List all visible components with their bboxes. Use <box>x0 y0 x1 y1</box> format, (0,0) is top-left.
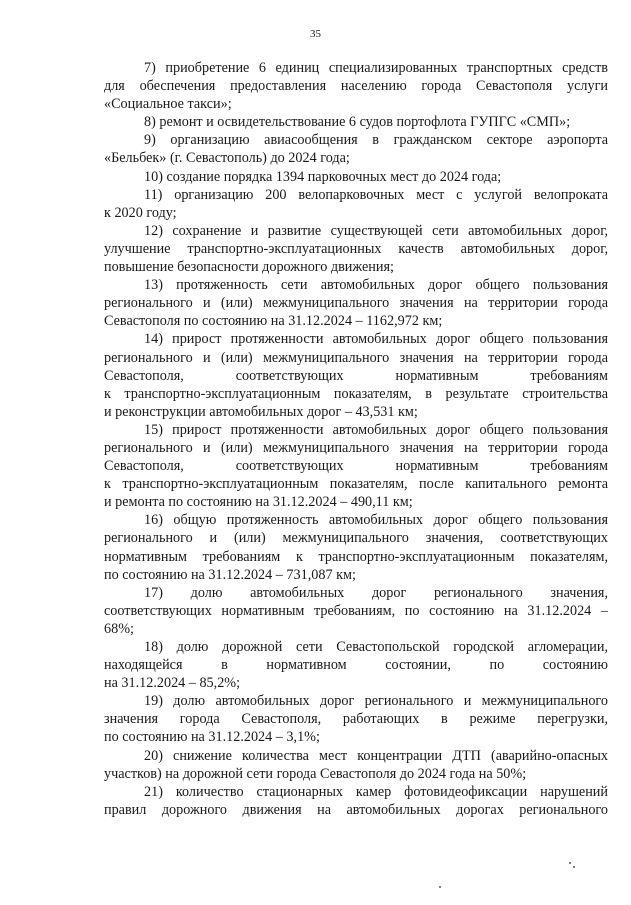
text-line: 11) организацию 200 велопарковочных мест с услугой велопроката <box>144 186 608 203</box>
list-item <box>104 747 608 783</box>
list-item <box>104 330 608 420</box>
text-line: 9) организацию авиасообщения в гражданском секторе аэропорта <box>144 132 608 149</box>
text-line: по состоянию на 31.12.2024 – 731,087 км; <box>104 566 356 583</box>
text-line: регионального и (или) межмуниципального значения на территории города <box>104 295 608 312</box>
text-line: 19) долю автомобильных дорог регионального и межмуниципального <box>144 693 608 710</box>
text-line: правил дорожного движения на автомобильных дорогах регионального <box>104 801 608 818</box>
text-line: 8) ремонт и освидетельствование 6 судов портофлота ГУПГС «СМП»; <box>144 114 571 131</box>
text-line: «Социальное такси»; <box>104 96 232 113</box>
text-line: 13) протяженность сети автомобильных дорог общего пользования <box>144 277 608 294</box>
text-line: по состоянию на 31.12.2024 – 3,1%; <box>104 729 320 746</box>
text-line: соответствующих нормативным требованиям, по состоянию на 31.12.2024 – <box>104 602 608 619</box>
page-number: 35 <box>310 28 321 40</box>
text-line: и реконструкции автомобильных дорог – 43,531 км; <box>104 403 418 420</box>
scan-speck <box>573 866 575 868</box>
text-line: регионального и (или) межмуниципального значения на территории города <box>104 349 608 366</box>
text-line: для обеспечения предоставления населению города Севастополя услуги <box>104 78 608 95</box>
text-line: к транспортно-эксплуатационным показателям, после капитального ремонта <box>104 476 608 493</box>
list-item <box>104 113 608 131</box>
text-line: нормативным требованиям к транспортно-эксплуатационным показателям, <box>104 548 608 565</box>
text-line: 12) сохранение и развитие существующей сети автомобильных дорог, <box>144 222 608 239</box>
text-line: участков) на дорожной сети города Севастополя до 2024 года на 50%; <box>104 765 527 782</box>
list-item <box>104 584 608 638</box>
list-item <box>104 276 608 330</box>
list-item <box>104 638 608 692</box>
text-line: 20) снижение количества мест концентрации ДТП (аварийно-опасных <box>144 747 608 764</box>
text-line: значения города Севастополя, работающих в режиме перегрузки, <box>104 711 608 728</box>
text-line: Севастополя, соответствующих нормативным требованиям <box>104 458 608 475</box>
text-line: 7) приобретение 6 единиц специализированных транспортных средств <box>144 60 608 76</box>
text-line: и ремонта по состоянию на 31.12.2024 – 490,11 км; <box>104 494 413 511</box>
text-line: к 2020 году; <box>104 204 177 221</box>
text-line: регионального и (или) межмуниципального значения на территории города <box>104 439 608 456</box>
text-line: на 31.12.2024 – 85,2%; <box>104 675 241 692</box>
text-line: находящейся в нормативном состоянии, по состоянию <box>104 657 608 674</box>
text-line: повышение безопасности дорожного движения; <box>104 259 394 276</box>
list-item <box>104 131 608 167</box>
text-line: «Бельбек» (г. Севастополь) до 2024 года; <box>104 150 350 167</box>
scan-speck <box>569 862 571 864</box>
list-item <box>104 59 608 113</box>
document-body <box>104 59 608 819</box>
list-item <box>104 222 608 276</box>
text-line: 17) долю автомобильных дорог регионального значения, <box>144 584 608 601</box>
text-line: 14) прирост протяженности автомобильных дорог общего пользования <box>144 331 608 348</box>
list-item <box>104 783 608 819</box>
text-line: 15) прирост протяженности автомобильных дорог общего пользования <box>144 421 608 438</box>
text-line: 68%; <box>104 620 134 637</box>
text-line: к транспортно-эксплуатационным показателям, в результате строительства <box>104 385 608 402</box>
text-line: 18) долю дорожной сети Севастопольской городской агломерации, <box>144 639 608 655</box>
scan-speck <box>439 886 441 888</box>
text-line: 21) количество стационарных камер фотовидеофиксации нарушений <box>144 783 608 800</box>
list-item <box>104 168 608 186</box>
list-item <box>104 421 608 511</box>
text-line: регионального и (или) межмуниципального значения, соответствующих <box>104 530 608 547</box>
list-item <box>104 511 608 583</box>
text-line: 10) создание порядка 1394 парковочных мест до 2024 года; <box>144 168 502 185</box>
text-line: улучшение транспортно-эксплуатационных качеств автомобильных дорог, <box>104 240 608 257</box>
text-line: Севастополя по состоянию на 31.12.2024 – 1162,972 км; <box>104 313 443 330</box>
text-line: 16) общую протяженность автомобильных дорог общего пользования <box>144 512 608 529</box>
list-item <box>104 186 608 222</box>
text-line: Севастополя, соответствующих нормативным требованиям <box>104 367 608 384</box>
list-item <box>104 692 608 746</box>
